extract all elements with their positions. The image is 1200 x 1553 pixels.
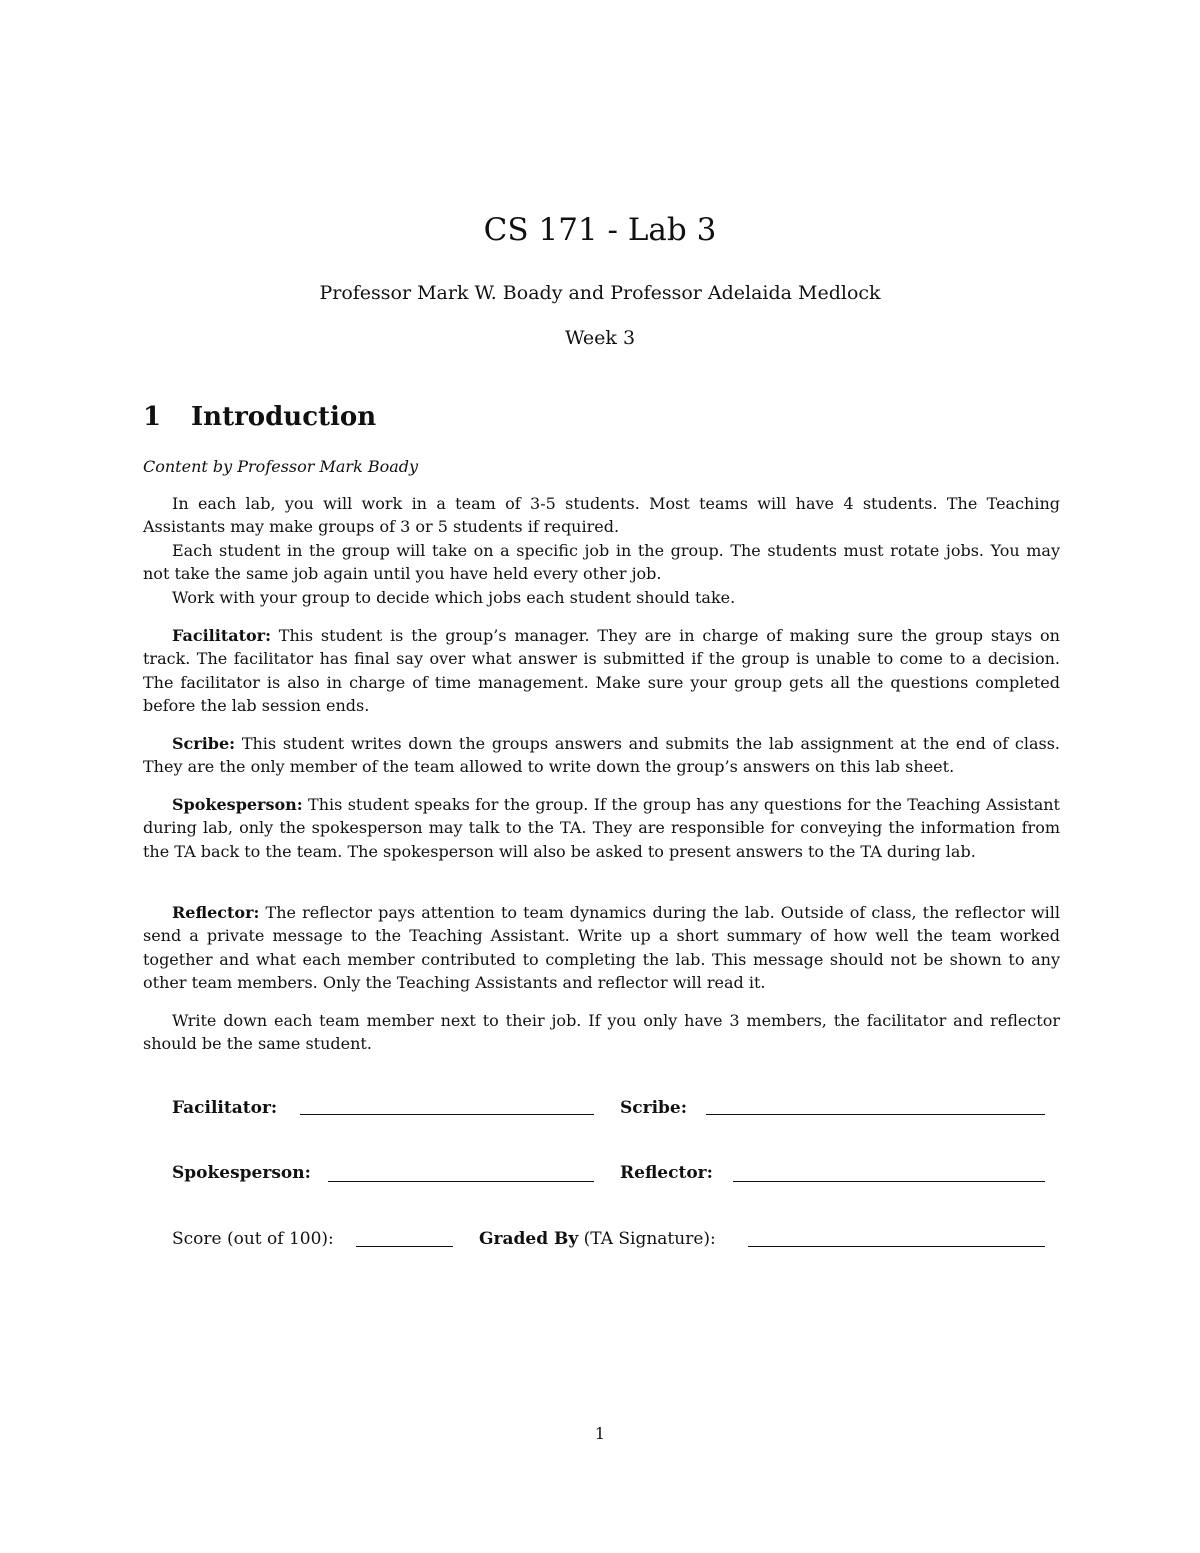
role-facilitator [143, 624, 1060, 717]
spokesperson-field-label: Spokesperson: [172, 1163, 311, 1183]
role-spokesperson-text: This student speaks for the group. If the group has any questions for the Teaching Assistant during lab, only the spokesperson may talk to the TA. They are responsible for conveying the information from the TA back to the team. The spokesperson will also be asked to present answers to the TA during lab. [143, 795, 1060, 861]
role-scribe-text: This student writes down the groups answers and submits the lab assignment at the end of class. They are the only member of the team allowed to write down the group’s answers on this lab sheet. [143, 734, 1060, 777]
role-reflector-label: Reflector: [172, 903, 260, 922]
graded-by-rest: (TA Signature): [583, 1229, 716, 1249]
section-heading [143, 402, 376, 432]
spokesperson-signature-line[interactable] [328, 1181, 594, 1182]
graded-by-bold: Graded By [479, 1229, 579, 1249]
page-number: 1 [594, 1424, 606, 1443]
facilitator-signature-line[interactable] [300, 1114, 594, 1115]
section-number: 1 [143, 402, 162, 432]
document-date: Week 3 [564, 327, 636, 349]
reflector-field-label: Reflector: [620, 1163, 713, 1183]
scribe-field-label: Scribe: [620, 1098, 688, 1118]
graded-by-field-label [479, 1229, 716, 1249]
role-facilitator-text: This student is the group’s manager. They are in charge of making sure the group stays on track. The facilitator has final say over what answer is submitted if the group is unable to come to a decision. The facilitator is also in charge of time management. Make sure your group gets all the questions completed before the lab session ends. [143, 626, 1060, 715]
score-field-label: Score (out of 100): [172, 1229, 334, 1249]
section-title: Introduction [191, 402, 377, 432]
role-reflector-text: The reflector pays attention to team dynamics during the lab. Outside of class, the reflector will send a private message to the Teaching Assistant. Write up a short summary of how well the team worked together and what each member contributed to completing the lab. This message should not be shown to any other team members. Only the Teaching Assistants and reflector will read it. [143, 903, 1060, 992]
scribe-signature-line[interactable] [706, 1114, 1045, 1115]
paragraph-rotate-jobs: Each student in the group will take on a specific job in the group. The students must rotate jobs. You may not take the same job again until you have held every other job. [143, 541, 1060, 584]
role-scribe [143, 732, 1060, 779]
role-facilitator-label: Facilitator: [172, 626, 271, 645]
score-line[interactable] [356, 1246, 453, 1247]
paragraph-decide-jobs: Work with your group to decide which jobs each student should take. [172, 588, 736, 607]
content-credit: Content by Professor Mark Boady [143, 457, 419, 476]
role-scribe-label: Scribe: [172, 734, 236, 753]
document-title: CS 171 - Lab 3 [483, 212, 717, 248]
role-reflector [143, 901, 1060, 994]
document-authors: Professor Mark W. Boady and Professor Adelaida Medlock [319, 282, 881, 304]
reflector-signature-line[interactable] [733, 1181, 1045, 1182]
role-spokesperson-label: Spokesperson: [172, 795, 303, 814]
role-spokesperson [143, 793, 1060, 863]
paragraph-team-size: In each lab, you will work in a team of 3-5 students. Most teams will have 4 students. The Teaching Assistants may make groups of 3 or 5 students if required. [143, 494, 1060, 537]
ta-signature-line[interactable] [748, 1246, 1045, 1247]
facilitator-field-label: Facilitator: [172, 1098, 278, 1118]
paragraph-instruction: Write down each team member next to their job. If you only have 3 members, the facilitator and reflector should be the same student. [143, 1011, 1060, 1054]
